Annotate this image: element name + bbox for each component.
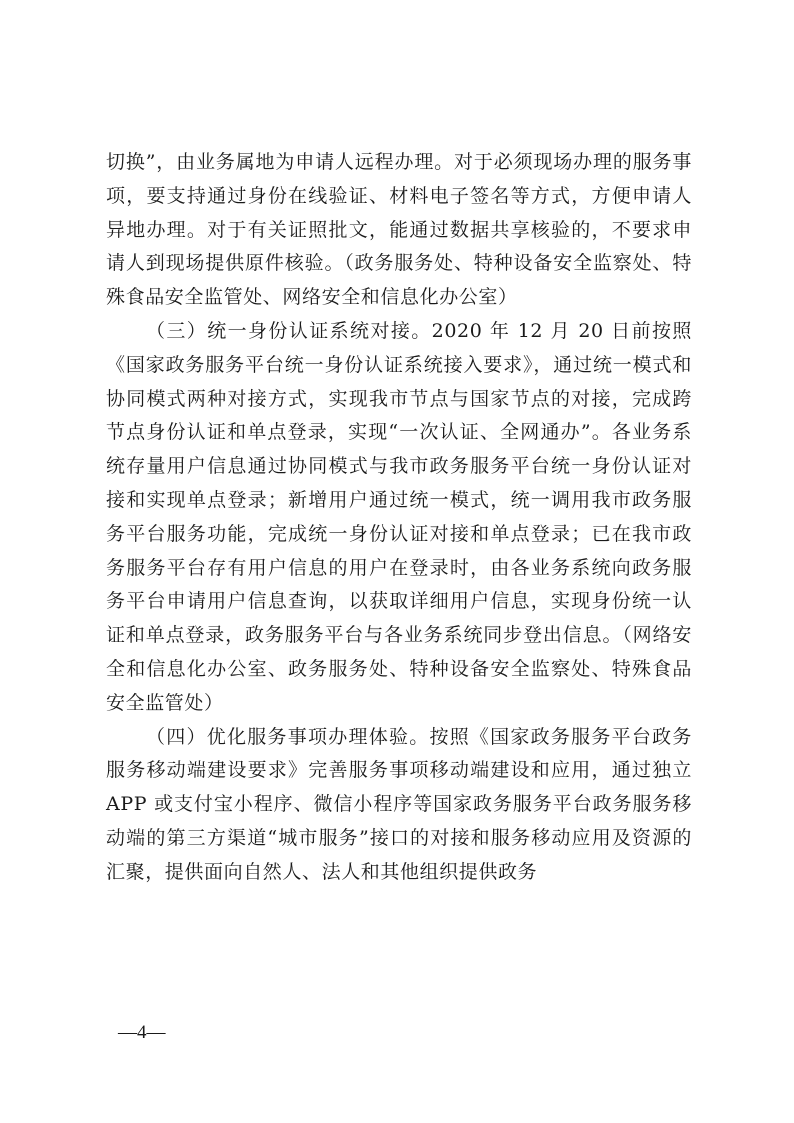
paragraph-section-4: （四）优化服务事项办理体验。按照《国家政务服务平台政务服务移动端建设要求》完善服务事项移动端建设和应用，通过独立 APP 或支付宝小程序、微信小程序等国家政务服务平台政务服务移动端的第三方渠道“城市服务”接口的对接和服务移动应用及资源的汇聚，提供面向自然人、法人和其他组织提供政务 bbox=[106, 725, 692, 883]
document-body bbox=[106, 146, 692, 890]
paragraph-continuation: 切换”，由业务属地为申请人远程办理。对于必须现场办理的服务事项，要支持通过身份在线验证、材料电子签名等方式，方便申请人异地办理。对于有关证照批文，能通过数据共享核验的，不要求申请人到现场提供原件核验。（政务服务处、特种设备安全监察处、特殊食品安全监管处、网络安全和信息化办公室） bbox=[106, 151, 692, 309]
page-number: —4— bbox=[118, 1022, 166, 1043]
paragraph-section-3: （三）统一身份认证系统对接。2020 年 12 月 20 日前按照《国家政务服务平台统一身份认证系统接入要求》，通过统一模式和协同模式两种对接方式，实现我市节点与国家节点的对接，完成跨节点身份认证和单点登录，实现“一次认证、全网通办”。各业务系统存量用户信息通过协同模式与我市政务服务平台统一身份认证对接和实现单点登录；新增用户通过统一模式，统一调用我市政务服务平台服务功能，完成统一身份认证对接和单点登录；已在我市政务服务平台存有用户信息的用户在登录时，由各业务系统向政务服务平台申请用户信息查询，以获取详细用户信息，实现身份统一认证和单点登录，政务服务平台与各业务系统同步登出信息。（网络安全和信息化办公室、政务服务处、特种设备安全监察处、特殊食品安全监管处） bbox=[106, 319, 692, 714]
